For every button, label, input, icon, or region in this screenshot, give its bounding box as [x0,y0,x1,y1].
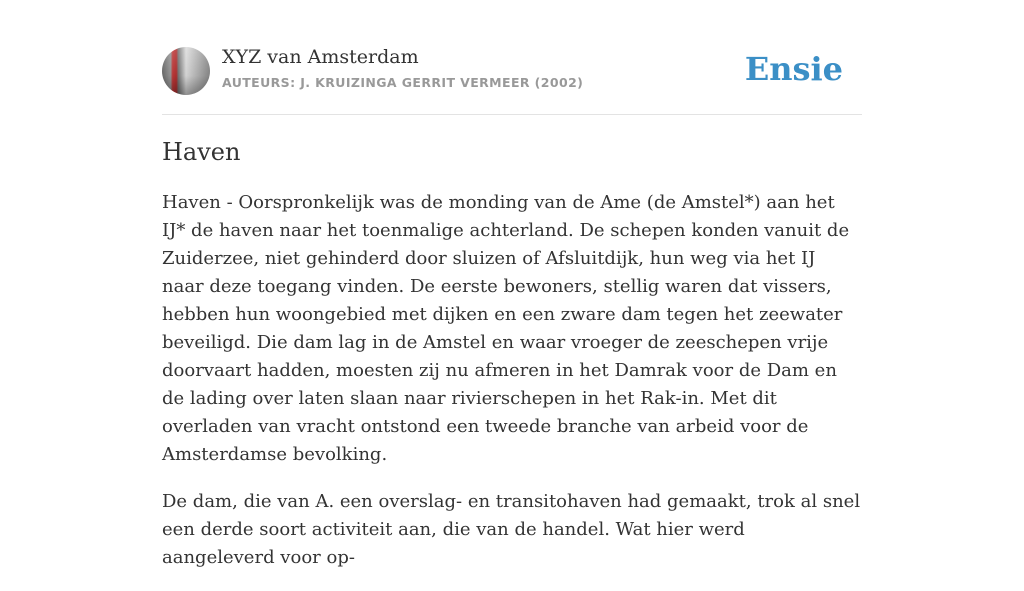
book-cover-avatar[interactable] [162,47,210,95]
book-title[interactable]: XYZ van Amsterdam [222,46,419,68]
entry-paragraph: Haven - Oorspronkelijk was de monding van de Ame (de Amstel*) aan het IJ* de haven naar het toenmalige achterland. De schepen konden vanuit de Zuiderzee, niet gehinderd door sluizen of Afsluitdijk, hun weg via het IJ naar deze toegang vinden. De eerste bewoners, stellig waren dat vissers, hebben hun woongebied met dijken en een zware dam tegen het zeewater beveiligd. Die dam lag in de Amstel en waar vroeger de zeeschepen vrije doorvaart hadden, moesten zij nu afmeren in het Damrak voor de Dam en de lading over laten slaan naar rivierschepen in het Rak-in. Met dit overladen van vracht ontstond een tweede branche van arbeid voor de Amsterdamse bevolking. [162,192,850,465]
book-header [162,46,862,115]
book-authors: AUTEURS: J. KRUIZINGA GERRIT VERMEER (2002) [222,75,584,90]
ensie-logo[interactable]: Ensie [744,50,843,88]
entry-title: Haven [162,138,241,166]
entry-paragraph: De dam, die van A. een overslag- en transitohaven had gemaakt, trok al snel een derde soort activiteit aan, die van de handel. Wat hier werd aangeleverd voor op- [162,491,861,568]
entry-body [162,189,862,591]
